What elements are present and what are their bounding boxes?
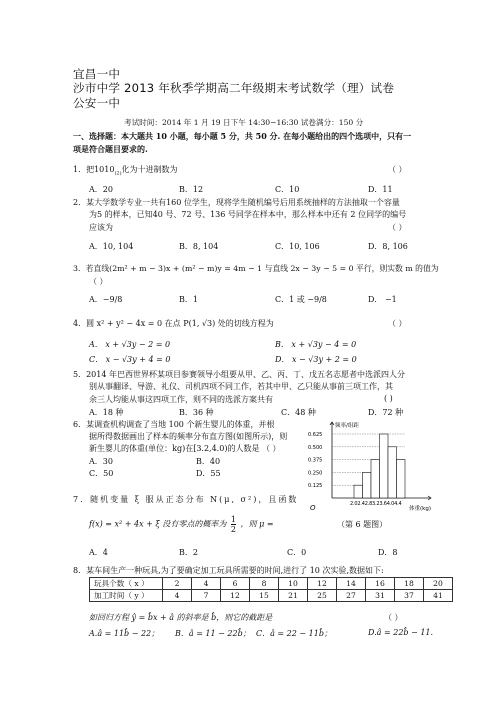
q2-option-a: A．10, 104 <box>89 242 134 251</box>
table-cell: 7 <box>192 590 221 602</box>
q2-line3: 应该为 <box>89 223 113 232</box>
q2-option-b: B．8, 104 <box>179 242 219 251</box>
q1-option-d: D．11 <box>368 185 393 194</box>
q3-option-b: B．1 <box>179 295 198 304</box>
q6-line3: 新生婴儿的体重(单位：kg)在[3.2,4.0)的人数是 （ ） <box>89 444 281 453</box>
q5-line2: 别从事翻译、导游、礼仪、司机四项不同工作，若其中甲、乙只能从事前三项工作，其 <box>89 382 393 391</box>
table-cell: 8 <box>250 578 279 590</box>
q1-base: (2) <box>114 170 122 177</box>
q4-answer-paren: （ ） <box>388 319 407 328</box>
table-cell: 18 <box>395 578 424 590</box>
q5-answer-paren: ( ) <box>384 394 393 403</box>
school-name-1: 宜昌一中 <box>73 67 121 81</box>
q5-line1: 5．2014 年巴西世界杯某项目参赛领导小组要从甲、乙、丙、丁、戊五名志愿者中选派四人分 <box>73 370 405 379</box>
q1-stem-text: 1．把1010 <box>73 165 115 174</box>
histogram-ylabel: 频率/组距 <box>335 423 359 429</box>
table-header-x: 玩具个数（ x ） <box>90 578 163 590</box>
table-row <box>90 590 453 602</box>
q8-data-table <box>89 577 453 602</box>
histogram-y-tick-label: 0.375 <box>308 457 323 464</box>
q6-option-b: B．40 <box>196 457 221 466</box>
table-cell: 12 <box>221 590 250 602</box>
histogram-bar <box>388 447 397 498</box>
q1-option-b: B．12 <box>179 185 204 194</box>
q1-stem <box>73 164 178 177</box>
q4-option-c: C． x − √3y + 4 = 0 <box>89 355 171 364</box>
histogram-bar <box>371 460 380 498</box>
section-heading-line1: 一、选择题：本大题共 10 小题，每小题 5 分，共 50 分. 在每小题给出的四个选项中，只有一 <box>73 131 412 141</box>
table-cell: 20 <box>424 578 453 590</box>
histogram-x-tick-labels: 2.02.42.83.23.64.04.4 <box>350 501 402 507</box>
q5-option-c: C．48 种 <box>281 408 316 417</box>
table-cell: 10 <box>279 578 308 590</box>
q3-option-d: D． −1 <box>368 295 397 304</box>
histogram-y-tick-label: 0.125 <box>308 483 323 490</box>
q3-option-a: A．−9/8 <box>89 295 123 304</box>
q7-option-c: C．0 <box>287 548 307 557</box>
q7-frac-den: 2 <box>230 525 236 534</box>
q6-option-c: C．50 <box>89 469 114 478</box>
histogram-y-tick-label: 0.500 <box>308 444 323 451</box>
table-header-y: 加工时间（ y ） <box>90 590 163 602</box>
q5-option-d: D．72 种 <box>368 408 404 417</box>
q6-line2: 据所得数据画出了样本的频率分布直方图(如图所示)，则 <box>89 432 288 441</box>
q8-option-a: A.â = 11b̂ − 22； <box>89 629 160 638</box>
q7-option-d: D．8 <box>378 548 398 557</box>
q7-option-a: A．4 <box>89 548 108 557</box>
q8-line2: 如回归方程 ŷ = b̂x + â 的斜率是 b̂，则它的截距是 <box>89 613 273 622</box>
q8-answer-paren: （ ） <box>384 613 403 622</box>
histogram-bar <box>380 434 389 498</box>
q1-option-a: A．20 <box>89 185 113 194</box>
q2-option-c: C．10, 106 <box>275 242 320 251</box>
q5-option-a: A．18 种 <box>89 408 124 417</box>
q7-option-b: B．2 <box>179 548 198 557</box>
histogram-bar <box>354 485 363 498</box>
table-cell: 31 <box>366 590 395 602</box>
q2-answer-paren: （ ） <box>388 223 407 232</box>
q7-fraction <box>231 515 236 534</box>
histogram-y-tick-label: 0.250 <box>308 470 323 477</box>
q7-line2 <box>89 515 274 534</box>
table-cell: 12 <box>308 578 337 590</box>
table-cell: 15 <box>250 590 279 602</box>
q7-line2-post: ，则 μ = <box>240 519 274 529</box>
q8-option-c: C．â = 22 − 11b̂； <box>256 629 332 638</box>
table-row <box>90 578 453 590</box>
q8-option-d: D.â = 22b̂ − 11. <box>368 628 434 637</box>
q7-frac-num: 1 <box>230 515 236 524</box>
q6-histogram <box>306 418 436 516</box>
table-cell: 6 <box>221 578 250 590</box>
histogram-y-tick-label: 0.625 <box>308 432 323 438</box>
q1-option-c: C．10 <box>275 185 300 194</box>
table-cell: 16 <box>366 578 395 590</box>
table-cell: 25 <box>308 590 337 602</box>
q5-line3: 余三人均能从事这四项工作，则不同的选派方案共有 <box>89 395 273 404</box>
histogram-origin-label: O <box>310 504 316 512</box>
table-cell: 4 <box>192 578 221 590</box>
q2-line1: 2．某大学数学专业一共有160 位学生，现将学生随机编号后用系统抽样的方法抽取一个容量 <box>73 198 400 207</box>
q6-figure-caption: （第 6 题图） <box>337 520 388 529</box>
q3-option-c: C．1 或 −9/8 <box>275 295 327 304</box>
q7-line2-pre: f(x) = x² + 4x + ξ 没有零点的概率为 <box>89 519 227 529</box>
section-heading-line2: 项是符合题目要求的. <box>73 144 148 154</box>
q6-line1: 6．某调查机构调查了当地 100 个新生婴儿的体重，并根 <box>73 420 275 429</box>
table-cell: 14 <box>337 578 366 590</box>
q5-option-b: B．36 种 <box>179 408 214 417</box>
q1-answer-paren: （ ） <box>388 165 407 174</box>
school-name-3: 公安一中 <box>73 96 121 110</box>
q8-option-b: B．â = 11 − 22b̂； <box>175 629 251 638</box>
q6-option-a: A．30 <box>89 457 113 466</box>
q8-line1: 8．某车间生产一种玩具,为了要确定加工玩具所需要的时间,进行了 10 次实验,数据如下: <box>73 566 384 575</box>
q2-option-d: D．8, 106 <box>368 242 408 251</box>
q4-option-b: B． x + √3y − 4 = 0 <box>275 340 357 349</box>
q3-line1: 3．若直线(2m² + m − 3)x + (m² − m)y = 4m − 1 与直线 2x − 3y − 5 = 0 平行，则实数 m 的值为 <box>73 264 439 273</box>
q7-line1: 7．随机变量 ξ 服从正态分布 N(μ, σ²)，且函数 <box>73 495 299 504</box>
q4-stem: 4．圆 x² + y² − 4x = 0 在点 P(1, √3) 处的切线方程为 <box>73 319 274 328</box>
histogram-bar <box>363 472 372 498</box>
histogram-xlabel: 体重(kg) <box>409 506 431 512</box>
q2-line2: 为5 的样本，已知40 号、72 号、136 号同学在样本中，那么样本中还有 2 位同学的编号 <box>89 210 407 219</box>
q1-stem-tail: 化为十进制数为 <box>121 165 178 174</box>
table-cell: 4 <box>163 590 192 602</box>
q6-option-d: D．55 <box>196 469 221 478</box>
q4-option-a: A． x + √3y − 2 = 0 <box>89 340 171 349</box>
q3-answer-paren: （ ） <box>89 277 108 286</box>
table-cell: 37 <box>395 590 424 602</box>
q4-option-d: D． x − √3y + 2 = 0 <box>275 355 357 364</box>
table-cell: 27 <box>337 590 366 602</box>
histogram-bar <box>397 460 406 498</box>
exam-title: 沙市中学 2013 年秋季学期高二年级期末考试数学（理）试卷 <box>73 81 395 95</box>
table-cell: 21 <box>279 590 308 602</box>
table-cell: 2 <box>163 578 192 590</box>
exam-info: 考试时间：2014 年 1 月 19 日下午 14:30−16:30 试卷满分：150 分 <box>124 118 364 127</box>
table-cell: 41 <box>424 590 453 602</box>
